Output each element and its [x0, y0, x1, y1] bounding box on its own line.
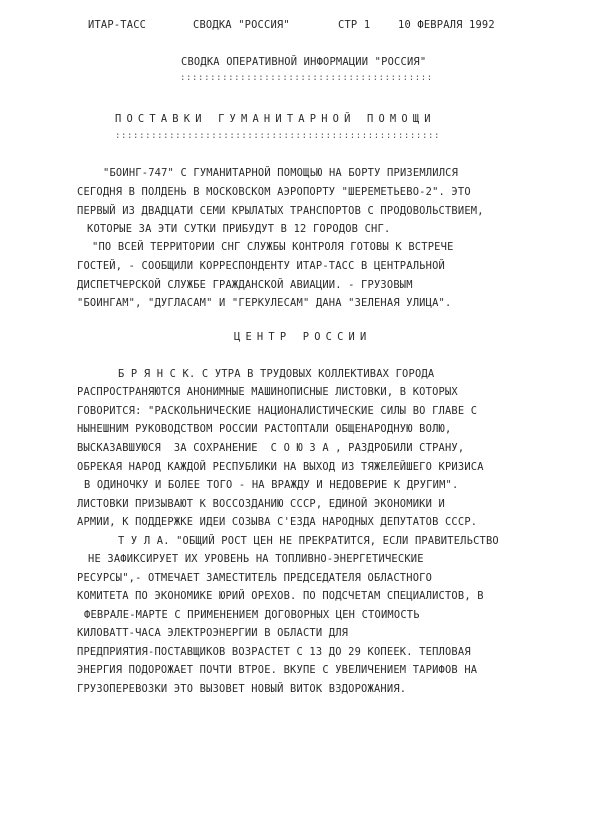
body-line: В ОДИНОЧКУ И БОЛЕЕ ТОГО - НА ВРАЖДУ И НЕДОВЕРИЕ К ДРУГИМ".: [84, 479, 459, 491]
header-agency: ИТАР-ТАСС: [88, 19, 147, 31]
body-line: "БОИНГ-747" С ГУМАНИТАРНОЙ ПОМОЩЬЮ НА БОРТУ ПРИЗЕМЛИЛСЯ: [103, 167, 459, 179]
bulletin-title: СВОДКА ОПЕРАТИВНОЙ ИНФОРМАЦИИ "РОССИЯ": [181, 56, 427, 68]
body-line: "ПО ВСЕЙ ТЕРРИТОРИИ СНГ СЛУЖБЫ КОНТРОЛЯ ГОТОВЫ К ВСТРЕЧЕ: [92, 241, 454, 253]
title-rule: ::::::::::::::::::::::::::::::::::::::::::: [180, 73, 433, 83]
body-line: КОМИТЕТА ПО ЭКОНОМИКЕ ЮРИЙ ОРЕХОВ. ПО ПОДСЧЕТАМ СПЕЦИАЛИСТОВ, В: [77, 590, 484, 602]
body-line: КИЛОВАТТ-ЧАСА ЭЛЕКТРОЭНЕРГИИ В ОБЛАСТИ ДЛЯ: [77, 627, 349, 639]
body-line: Т У Л А. "ОБЩИЙ РОСТ ЦЕН НЕ ПРЕКРАТИТСЯ, ЕСЛИ ПРАВИТЕЛЬСТВО: [118, 535, 499, 547]
body-line: ДИСПЕТЧЕРСКОЙ СЛУЖБЕ ГРАЖДАНСКОЙ АВИАЦИИ. - ГРУЗОВЫМ: [77, 279, 413, 291]
section-rule-aid: ::::::::::::::::::::::::::::::::::::::::::::::::::::::: [115, 131, 440, 141]
body-line: Б Р Я Н С К. С УТРА В ТРУДОВЫХ КОЛЛЕКТИВАХ ГОРОДА: [118, 368, 435, 380]
body-line: РАСПРОСТРАНЯЮТСЯ АНОНИМНЫЕ МАШИНОПИСНЫЕ ЛИСТОВКИ, В КОТОРЫХ: [77, 386, 458, 398]
body-line: ГОВОРИТСЯ: "РАСКОЛЬНИЧЕСКИЕ НАЦИОНАЛИСТИЧЕСКИЕ СИЛЫ ВО ГЛАВЕ С: [77, 405, 478, 417]
section-heading-center: ЦЕНТР РОССИИ: [234, 331, 372, 343]
body-line: ПЕРВЫЙ ИЗ ДВАДЦАТИ СЕМИ КРЫЛАТЫХ ТРАНСПОРТОВ С ПРОДОВОЛЬСТВИЕМ,: [77, 205, 484, 217]
body-line: СЕГОДНЯ В ПОЛДЕНЬ В МОСКОВСКОМ АЭРОПОРТУ "ШЕРЕМЕТЬЕВО-2". ЭТО: [77, 186, 471, 198]
body-line: ОБРЕКАЯ НАРОД КАЖДОЙ РЕСПУБЛИКИ НА ВЫХОД ИЗ ТЯЖЕЛЕЙШЕГО КРИЗИСА: [77, 461, 484, 473]
header-series: СВОДКА "РОССИЯ": [193, 19, 290, 31]
body-line: РЕСУРСЫ",- ОТМЕЧАЕТ ЗАМЕСТИТЕЛЬ ПРЕДСЕДАТЕЛЯ ОБЛАСТНОГО: [77, 572, 433, 584]
body-line: ЭНЕРГИЯ ПОДОРОЖАЕТ ПОЧТИ ВТРОЕ. ВКУПЕ С УВЕЛИЧЕНИЕМ ТАРИФОВ НА: [77, 664, 478, 676]
body-line: ПРЕДПРИЯТИЯ-ПОСТАВЩИКОВ ВОЗРАСТЕТ С 13 ДО 29 КОПЕЕК. ТЕПЛОВАЯ: [77, 646, 471, 658]
header-page: СТР 1: [338, 19, 371, 31]
body-line: "БОИНГАМ", "ДУГЛАСАМ" И "ГЕРКУЛЕСАМ" ДАНА "ЗЕЛЕНАЯ УЛИЦА".: [77, 297, 452, 309]
body-line: ВЫСКАЗАВШУЮСЯ ЗА СОХРАНЕНИЕ С О Ю З А , РАЗДРОБИЛИ СТРАНУ,: [77, 442, 465, 454]
body-line: ФЕВРАЛЕ-МАРТЕ С ПРИМЕНЕНИЕМ ДОГОВОРНЫХ ЦЕН СТОИМОСТЬ: [84, 609, 420, 621]
body-line: ГРУЗОПЕРЕВОЗКИ ЭТО ВЫЗОВЕТ НОВЫЙ ВИТОК ВЗДОРОЖАНИЯ.: [77, 683, 407, 695]
body-line: ГОСТЕЙ, - СООБЩИЛИ КОРРЕСПОНДЕНТУ ИТАР-ТАСС В ЦЕНТРАЛЬНОЙ: [77, 260, 445, 272]
section-heading-aid: ПОСТАВКИ ГУМАНИТАРНОЙ ПОМОЩИ: [115, 113, 436, 125]
body-line: КОТОРЫЕ ЗА ЭТИ СУТКИ ПРИБУДУТ В 12 ГОРОДОВ СНГ.: [87, 223, 391, 235]
header-date: 10 ФЕВРАЛЯ 1992: [398, 19, 495, 31]
body-line: ЛИСТОВКИ ПРИЗЫВАЮТ К ВОССОЗДАНИЮ СССР, ЕДИНОЙ ЭКОНОМИКИ И: [77, 498, 445, 510]
body-line: НЕ ЗАФИКСИРУЕТ ИХ УРОВЕНЬ НА ТОПЛИВНО-ЭНЕРГЕТИЧЕСКИЕ: [88, 553, 424, 565]
body-line: АРМИИ, К ПОДДЕРЖКЕ ИДЕИ СОЗЫВА С'ЕЗДА НАРОДНЫХ ДЕПУТАТОВ СССР.: [77, 516, 478, 528]
body-line: НЫНЕШНИМ РУКОВОДСТВОМ РОССИИ РАСТОПТАЛИ ОБЩЕНАРОДНУЮ ВОЛЮ,: [77, 423, 452, 435]
